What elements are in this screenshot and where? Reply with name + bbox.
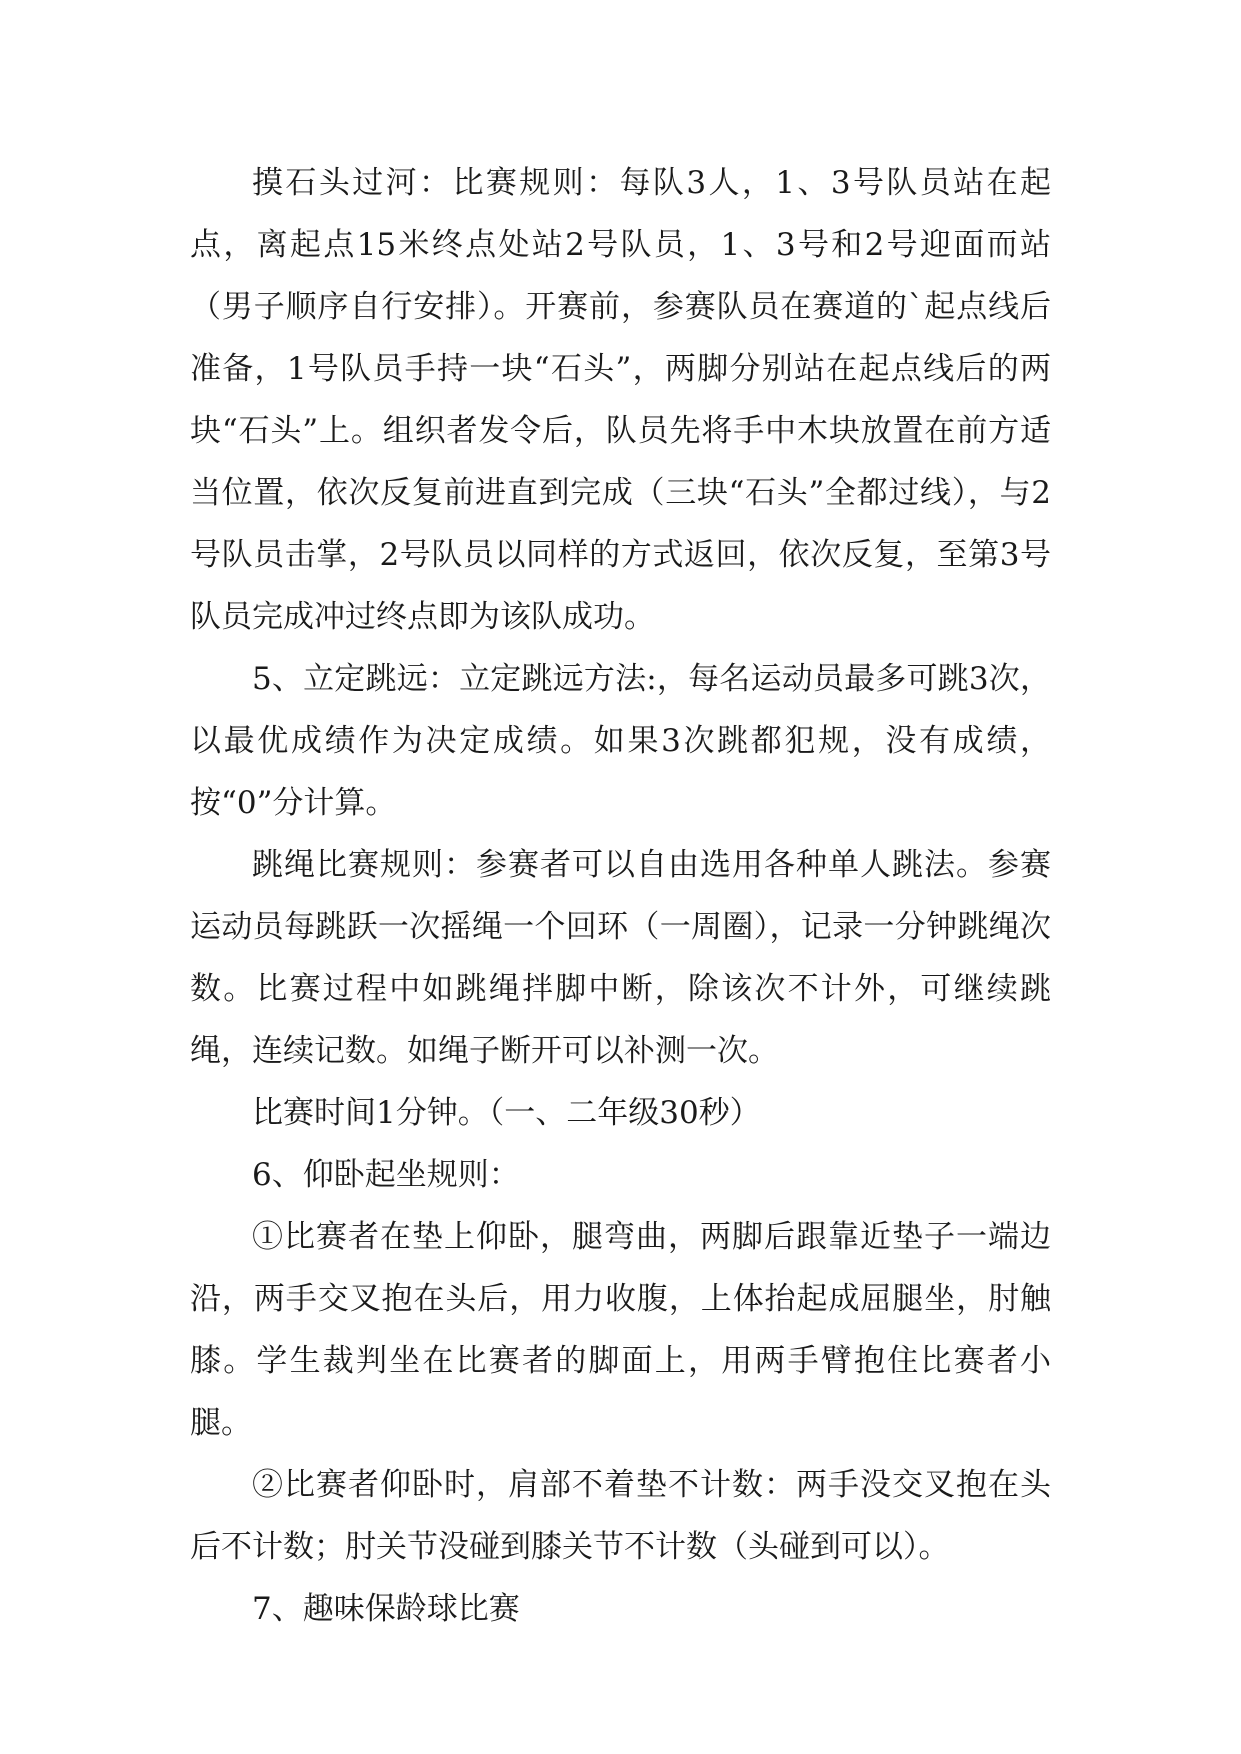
paragraph-situps-rule-2: ②比赛者仰卧时，肩部不着垫不计数：两手没交叉抱在头后不计数；肘关节没碰到膝关节不计数（头碰到可以）。 (190, 1467, 1051, 1565)
paragraph-jump-rope-rules: 跳绳比赛规则：参赛者可以自由选用各种单人跳法。参赛运动员每跳跃一次摇绳一个回环（一周圈），记录一分钟跳绳次数。比赛过程中如跳绳拌脚中断，除该次不计外，可继续跳绳，连续记数。如绳子断开可以补测一次。 (190, 847, 1051, 1069)
paragraph-bowling-heading: 7、趣味保龄球比赛 (252, 1591, 520, 1627)
paragraph-match-time: 比赛时间1分钟。（一、二年级30秒） (252, 1095, 761, 1131)
paragraph-situps-heading: 6、仰卧起坐规则： (252, 1157, 520, 1193)
paragraph-situps-rule-1: ①比赛者在垫上仰卧，腿弯曲，两脚后跟靠近垫子一端边沿，两手交叉抱在头后，用力收腹，上体抬起成屈腿坐，肘触膝。学生裁判坐在比赛者的脚面上，用两手臂抱住比赛者小腿。 (190, 1219, 1051, 1441)
paragraph-stone-crossing-rules: 摸石头过河：比赛规则：每队3人，1、3号队员站在起点，离起点15米终点处站2号队员，1、3号和2号迎面而站（男子顺序自行安排）。开赛前，参赛队员在赛道的`起点线后准备，1号队员手持一块“石头”，两脚分别站在起点线后的两块“石头”上。组织者发令后，队员先将手中木块放置在前方适当位置，依次反复前进直到完成（三块“石头”全都过线），与2号队员击掌，2号队员以同样的方式返回，依次反复，至第3号队员完成冲过终点即为该队成功。 (190, 165, 1051, 635)
paragraph-standing-long-jump: 5、立定跳远：立定跳远方法:，每名运动员最多可跳3次，以最优成绩作为决定成绩。如果3次跳都犯规，没有成绩，按“0”分计算。 (190, 661, 1051, 821)
